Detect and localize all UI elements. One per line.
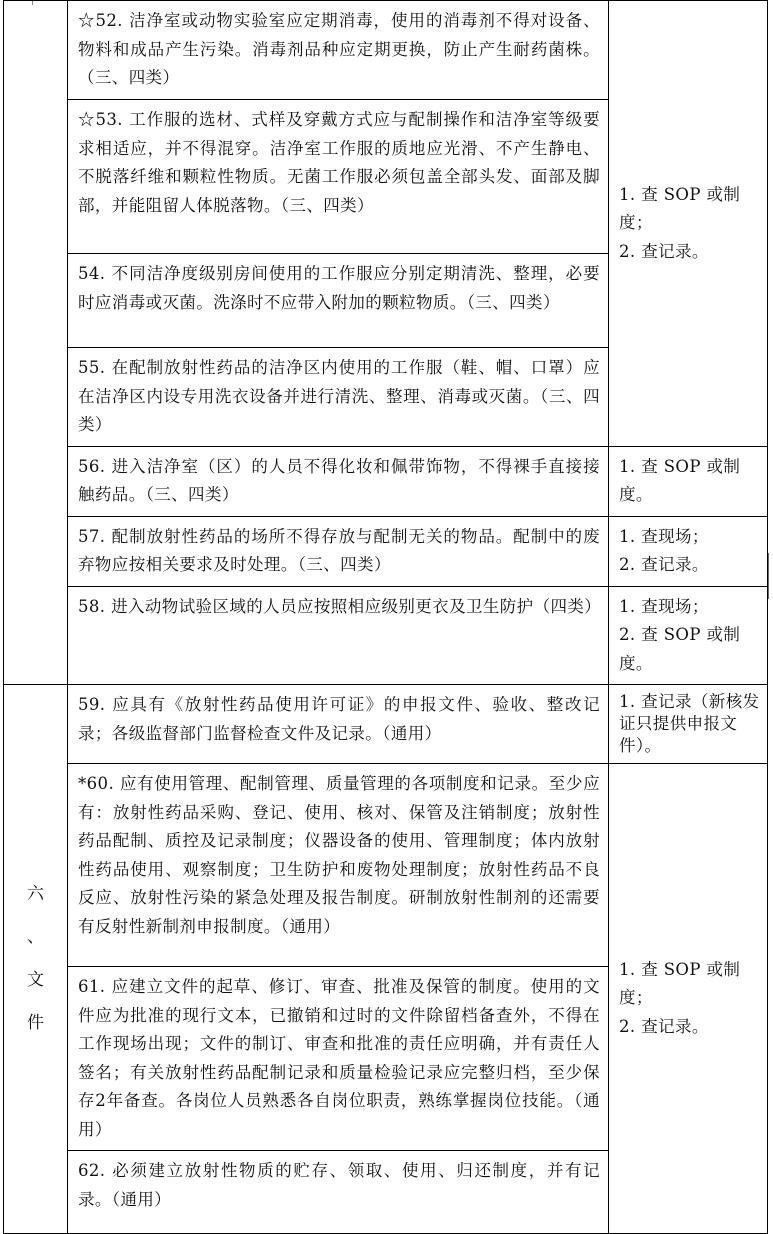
table-row <box>4 764 768 967</box>
check-line: 2. 查记录。 <box>619 1016 709 1036</box>
check-line: 1. 查 SOP 或制度； <box>619 959 741 1008</box>
check-method-57 <box>609 516 768 586</box>
check-line: 1. 查现场； <box>619 596 709 616</box>
table-row <box>4 685 768 764</box>
item-55: 55. 在配制放射性药品的洁净区内使用的工作服（鞋、帽、口罩）应在洁净区内设专用洗衣设备并进行清洗、整理、消毒或灭菌。（三、四类） <box>68 348 609 447</box>
category-char: 文 <box>27 970 44 990</box>
check-line: 1. 查现场； <box>619 526 709 546</box>
category-cell-empty <box>4 1 68 685</box>
check-line: 1. 查 SOP 或制度。 <box>619 456 741 504</box>
table-row <box>4 1 768 100</box>
check-line: 2. 查 SOP 或制度。 <box>619 625 741 673</box>
category-char: 、 <box>27 927 44 947</box>
check-line: 1. 查记录（新核发证只提供申报文件）。 <box>619 692 760 755</box>
item-52: ☆52. 洁净室或动物实验室应定期消毒，使用的消毒剂不得对设备、物料和成品产生污染。消毒剂品种应定期更换，防止产生耐药菌株。（三、四类） <box>68 1 609 100</box>
check-line: 2. 查记录。 <box>619 555 709 574</box>
table-row <box>4 586 768 685</box>
item-58: 58. 进入动物试验区域的人员应按照相应级别更衣及卫生防护（四类） <box>68 586 609 685</box>
table-row <box>4 516 768 586</box>
item-53: ☆53. 工作服的选材、式样及穿戴方式应与配制操作和洁净室等级要求相适应，并不得混穿。洁净室工作服的质地应光滑、不产生静电、不脱落纤维和颗粒性物质。无菌工作服必须包盖全部头发、面部及脚部，并能阻留人体脱落物。（三、四类） <box>68 100 609 254</box>
check-method-59 <box>609 685 768 764</box>
category-cell-documents <box>4 685 68 1234</box>
category-char: 件 <box>27 1013 44 1033</box>
item-61: 61. 应建立文件的起草、修订、审查、批准及保管的制度。使用的文件应为批准的现行文本，已撤销和过时的文件除留档备查外，不得在工作现场出现；文件的制订、审查和批准的责任应明确，并有责任人签名；有关放射性药品配制记录和质量检验记录应完整归档，至少保存2年备查。各岗位人员熟悉各自岗位职责，熟练掌握岗位技能。（通用） <box>68 967 609 1151</box>
check-method-58 <box>609 586 768 685</box>
check-method-60-62 <box>609 764 768 1234</box>
item-60: *60. 应有使用管理、配制管理、质量管理的各项制度和记录。至少应有：放射性药品采购、登记、使用、核对、保管及注销制度；放射性药品配制、质控及记录制度；仪器设备的使用、管理制度；体内放射性药品使用、观察制度；卫生防护和废物处理制度；放射性药品不良反应、放射性污染的紧急处理及报告制度。研制放射性制剂的还需要有反射性新制剂申报制度。（通用） <box>68 764 609 967</box>
item-54: 54. 不同洁净度级别房间使用的工作服应分别定期清洗、整理，必要时应消毒或灭菌。洗涤时不应带入附加的颗粒物质。（三、四类） <box>68 254 609 348</box>
table-row <box>4 446 768 516</box>
page-edge-mark <box>768 553 773 599</box>
check-line: 2. 查记录。 <box>619 241 709 261</box>
item-62: 62. 必须建立放射性物质的贮存、领取、使用、归还制度，并有记录。（通用） <box>68 1151 609 1234</box>
inspection-table <box>3 0 768 1234</box>
category-char: 六 <box>27 884 44 904</box>
item-59: 59. 应具有《放射性药品使用许可证》的申报文件、验收、整改记录；各级监督部门监督检查文件及记录。（通用） <box>68 685 609 764</box>
check-method-56 <box>609 446 768 516</box>
check-line: 1. 查 SOP 或制度； <box>619 184 741 232</box>
item-56: 56. 进入洁净室（区）的人员不得化妆和佩带饰物，不得裸手直接接触药品。（三、四类） <box>68 446 609 516</box>
check-method-52-55 <box>609 1 768 447</box>
item-57: 57. 配制放射性药品的场所不得存放与配制无关的物品。配制中的废弃物应按相关要求及时处理。（三、四类） <box>68 516 609 586</box>
